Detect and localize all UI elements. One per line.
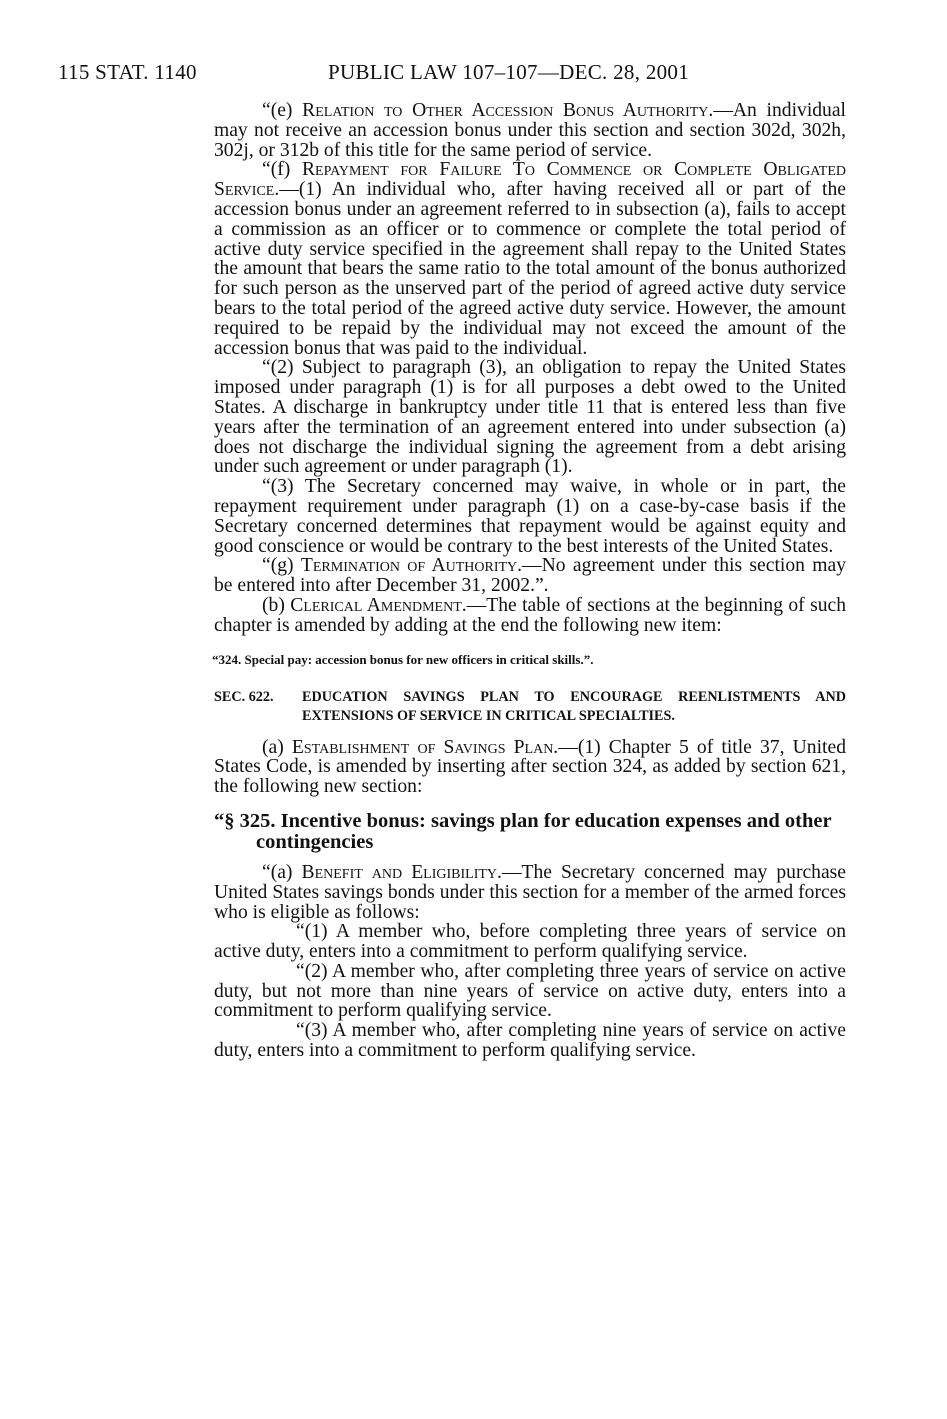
subsection-g-text: —No agreement under this section may be entered into after December 31, 2002.”. bbox=[214, 555, 847, 597]
section-number: SEC. 622. bbox=[214, 688, 274, 705]
section-325-subsection-a: “(a) Benefit and Eligibility.—The Secretary concerned may purchase United States savings bonds under this section for a member of the armed forces who is eligible as follows: bbox=[214, 861, 846, 923]
subsection-f-paragraph-3: “(3) The Secretary concerned may waive, in whole or in part, the repayment requirement under paragraph (1) on a case-by-case basis if the Secretary concerned determines that repayment would be against equity and good conscience or would be contrary to the best interests of the United States. bbox=[214, 476, 846, 557]
subsection-e-heading: Relation to Other Accession Bonus Authority. bbox=[302, 100, 714, 121]
subsection-g-heading: Termination of Authority. bbox=[300, 555, 523, 577]
section-325-paragraph-1: “(1) A member who, before completing three years of service on active duty, enters into a commitment to perform qualifying service. bbox=[214, 921, 846, 963]
section-325-subsection-a-text: —The Secretary concerned may purchase United States savings bonds under this section for a member of the armed forces who is eligible as follows: bbox=[214, 861, 846, 923]
subsection-f-heading: Repayment for Failure To Commence or Complete Obligated Service. bbox=[214, 159, 846, 201]
subsection-f: “(f) Repayment for Failure To Commence or Complete Obligated Service.—(1) An individual who, after having received all or part of the accession bonus under an agreement referred to in subsection (a), fails to accept a commission as an officer or to commence or complete the total period of active duty service specified in the agreement shall repay to the United States the amount that bears the same ratio to the total amount of the bonus authorized for such person as the unserved part of the period of agreed active duty service bears to the total period of the agreed active duty service. However, the amount required to be repaid by the individual may not exceed the amount of the accession bonus that was paid to the individual. bbox=[214, 159, 846, 359]
public-law-citation: PUBLIC LAW 107–107—DEC. 28, 2001 bbox=[328, 60, 690, 84]
subsection-e: “(e) Relation to Other Accession Bonus Authority.—An individual may not receive an accession bonus under this section and section 302d, 302h, 302j, or 312b of this title for the same period of service. bbox=[214, 100, 846, 161]
running-header bbox=[58, 60, 848, 90]
section-325-subsection-a-heading: Benefit and Eligibility. bbox=[301, 861, 502, 883]
section-325-paragraph-2: “(2) A member who, after completing three years of service on active duty, but not more than nine years of service on active duty, enters into a commitment to perform qualifying service. bbox=[214, 960, 846, 1022]
subsection-b-heading: Clerical Amendment. bbox=[290, 594, 467, 616]
table-of-sections-item: “324. Special pay: accession bonus for new officers in critical skills.”. bbox=[212, 651, 594, 667]
subsection-b-text: —The table of sections at the beginning of such chapter is amended by adding at the end the following new item: bbox=[214, 594, 847, 636]
subsection-f-paragraph-2: “(2) Subject to paragraph (3), an obligation to repay the United States imposed under paragraph (1) is for all purposes a debt owed to the United States. A discharge in bankruptcy under title 11 that is entered less than five years after the termination of an agreement entered into under subsection (a) does not discharge the individual signing the agreement from a debt arising under such agreement or under paragraph (1). bbox=[214, 357, 846, 478]
document-body bbox=[214, 101, 846, 1061]
subsection-b: (b) Clerical Amendment.—The table of sections at the beginning of such chapter is amended by adding at the end the following new item: bbox=[214, 594, 847, 636]
section-622-subsection-a-heading: Establishment of Savings Plan. bbox=[291, 736, 559, 758]
statute-citation: 115 STAT. 1140 bbox=[58, 60, 197, 84]
section-325-paragraph-3: “(3) A member who, after completing nine years of service on active duty, enters into a commitment to perform qualifying service. bbox=[214, 1020, 846, 1062]
section-622-subsection-a-text: —(1) Chapter 5 of title 37, United States Code, is amended by inserting after section 324, as added by section 621, the following new section: bbox=[214, 736, 846, 798]
section-325-title: “§ 325. Incentive bonus: savings plan for education expenses and other contingencies bbox=[214, 809, 832, 853]
section-622-heading bbox=[214, 688, 846, 726]
section-title: EDUCATION SAVINGS PLAN TO ENCOURAGE REENLISTMENTS AND EXTENSIONS OF SERVICE IN CRITICAL SPECIALTIES. bbox=[302, 688, 846, 724]
subsection-f-paragraph-1: —(1) An individual who, after having received all or part of the accession bonus under an agreement referred to in subsection (a), fails to accept a commission as an officer or to commence or complete the total period of active duty service specified in the agreement shall repay to the United States the amount that bears the same ratio to the total amount of the bonus authorized for such person as the unserved part of the period of agreed active duty service bears to the total period of the agreed active duty service. However, the amount required to be repaid by the individual may not exceed the amount of the accession bonus that was paid to the individual. bbox=[214, 179, 846, 359]
subsection-e-text: —An individual may not receive an accession bonus under this section and section 302d, 302h, 302j, or 312b of this title for the same period of service. bbox=[214, 100, 846, 161]
section-622-subsection-a: (a) Establishment of Savings Plan.—(1) Chapter 5 of title 37, United States Code, is amended by inserting after section 324, as added by section 621, the following new section: bbox=[214, 736, 846, 798]
subsection-g: “(g) Termination of Authority.—No agreement under this section may be entered into after December 31, 2002.”. bbox=[214, 555, 847, 597]
